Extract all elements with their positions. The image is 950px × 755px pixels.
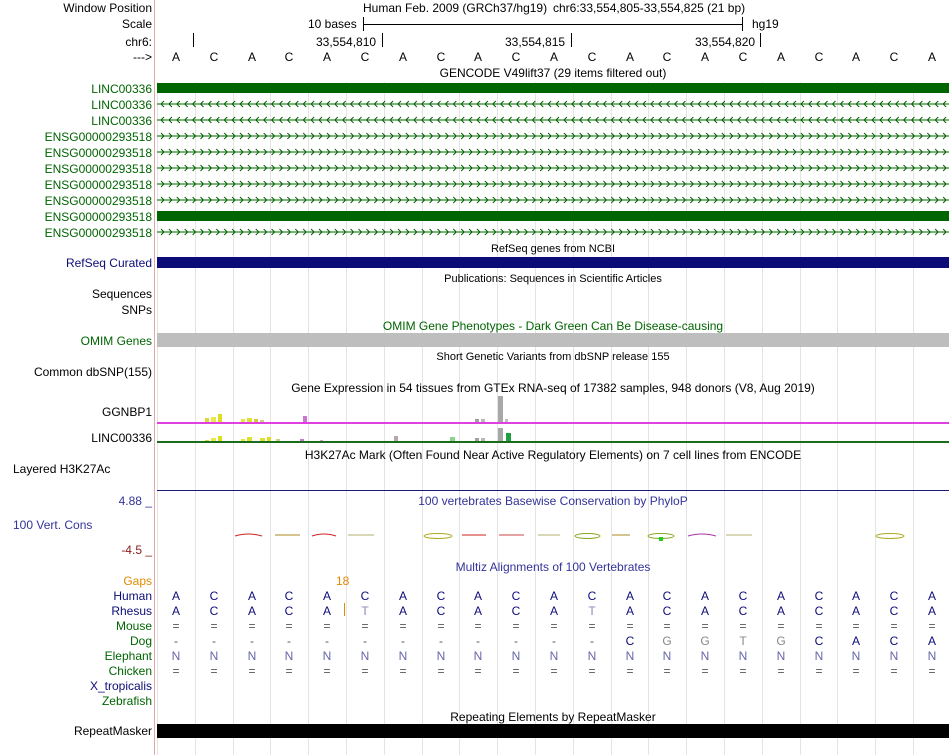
alignment-base: = xyxy=(852,619,860,633)
alignment-base: A xyxy=(776,589,785,603)
snps-label[interactable]: SNPs xyxy=(121,303,152,317)
alignment-base: = xyxy=(815,664,823,678)
alignment-base: A xyxy=(851,589,860,603)
alignment-base: - xyxy=(552,634,556,648)
alignment-base: A xyxy=(398,604,407,618)
alignment-base: N xyxy=(398,649,408,663)
scale-bar-right-cap xyxy=(742,17,743,31)
reference-base: A xyxy=(625,50,634,64)
reference-base: C xyxy=(662,50,672,64)
alignment-base: C xyxy=(889,634,899,648)
reference-base: A xyxy=(398,50,407,64)
gencode-item-label[interactable]: ENSG00000293518 xyxy=(44,130,152,144)
alignment-base: A xyxy=(549,604,558,618)
alignment-base: A xyxy=(927,589,936,603)
alignment-base: = xyxy=(701,664,709,678)
gencode-intron-line[interactable] xyxy=(157,194,949,206)
alignment-base: = xyxy=(588,619,596,633)
ruler-tick xyxy=(382,33,383,47)
alignment-base: = xyxy=(815,619,823,633)
alignment-base: N xyxy=(662,649,672,663)
reference-base: A xyxy=(927,50,936,64)
repeatmasker-title[interactable]: Repeating Elements by RepeatMasker xyxy=(450,710,656,724)
gencode-item-label[interactable]: LINC00336 xyxy=(91,114,152,128)
phylop-title[interactable]: 100 vertebrates Basewise Conservation by PhyloP xyxy=(418,494,688,508)
gencode-intron-line[interactable] xyxy=(157,130,949,142)
dbsnp-label[interactable]: Common dbSNP(155) xyxy=(33,365,152,379)
alignment-base: C xyxy=(889,604,899,618)
alignment-base: = xyxy=(928,619,936,633)
alignment-base: C xyxy=(436,589,446,603)
phylop-score-mark[interactable] xyxy=(688,534,716,536)
alignment-base: G xyxy=(776,634,786,648)
alignment-base: = xyxy=(248,664,256,678)
h3k27ac-label[interactable]: Layered H3K27Ac xyxy=(13,462,111,476)
alignment-base: A xyxy=(322,604,331,618)
refseq-title[interactable]: RefSeq genes from NCBI xyxy=(490,243,616,255)
omim-label[interactable]: OMIM Genes xyxy=(80,334,152,348)
alignment-base: = xyxy=(739,664,747,678)
phylop-score-mark[interactable] xyxy=(424,534,452,539)
gap-marker xyxy=(344,603,345,616)
region-position-text[interactable]: chr6:33,554,805-33,554,825 (21 bp) xyxy=(553,1,746,15)
alignment-base: - xyxy=(439,634,443,648)
reference-base: C xyxy=(511,50,521,64)
phylop-max-label: 4.88 _ xyxy=(118,494,152,508)
ruler-tick-label: 33,554,820 xyxy=(695,35,756,49)
alignment-base: - xyxy=(514,634,518,648)
alignment-base: N xyxy=(284,649,294,663)
phylop-score-mark[interactable] xyxy=(659,537,663,541)
alignment-base: = xyxy=(285,619,293,633)
alignment-base: = xyxy=(890,664,898,678)
gencode-item-label[interactable]: LINC00336 xyxy=(91,98,152,112)
phylop-score-mark[interactable] xyxy=(876,534,904,539)
alignment-base: A xyxy=(927,604,936,618)
refseq-feature-bar[interactable] xyxy=(157,257,949,268)
alignment-base: C xyxy=(511,604,521,618)
gtex-tissue-bar[interactable] xyxy=(498,396,503,422)
alignment-base: A xyxy=(247,604,256,618)
phylop-score-mark[interactable] xyxy=(312,534,336,536)
alignment-base: N xyxy=(625,649,635,663)
alignment-base: = xyxy=(437,619,445,633)
h3k27ac-title[interactable]: H3K27Ac Mark (Often Found Near Active Regulatory Elements) on 7 cell lines from ENCODE xyxy=(304,448,802,462)
reference-base: C xyxy=(889,50,899,64)
alignment-base: = xyxy=(777,619,785,633)
alignment-base: = xyxy=(285,664,293,678)
alignment-base: T xyxy=(588,604,596,618)
scale-label: Scale xyxy=(121,17,152,31)
alignment-base: C xyxy=(662,589,672,603)
alignment-base: A xyxy=(247,589,256,603)
h3k27ac-baseline xyxy=(157,490,949,491)
reference-base: C xyxy=(360,50,370,64)
alignment-base: A xyxy=(171,604,180,618)
phylop-track[interactable] xyxy=(0,522,950,552)
reference-base: A xyxy=(473,50,482,64)
alignment-base: = xyxy=(550,664,558,678)
gencode-item-label[interactable]: ENSG00000293518 xyxy=(44,194,152,208)
alignment-base: T xyxy=(361,604,369,618)
alignment-base: G xyxy=(700,634,710,648)
dbsnp-title[interactable]: Short Genetic Variants from dbSNP release 155 xyxy=(436,351,670,363)
alignment-base: N xyxy=(209,649,219,663)
reference-base: A xyxy=(247,50,256,64)
alignment-base: = xyxy=(588,664,596,678)
alignment-base: C xyxy=(360,589,370,603)
gencode-exon-bar[interactable] xyxy=(157,211,949,221)
gencode-intron-line[interactable] xyxy=(157,98,949,110)
alignment-base: N xyxy=(360,649,370,663)
repeatmasker-feature-bar[interactable] xyxy=(157,724,949,738)
alignment-base: = xyxy=(361,664,369,678)
assembly-label: hg19 xyxy=(752,17,779,31)
gtex-linc00336-gene-line xyxy=(157,441,949,443)
gtex-ggnbp1-gene-line xyxy=(157,422,949,424)
alignment-base: = xyxy=(512,619,520,633)
alignment-base: A xyxy=(171,589,180,603)
gencode-intron-line[interactable] xyxy=(157,114,949,126)
alignment-base: = xyxy=(626,619,634,633)
alignment-base: N xyxy=(587,649,597,663)
alignment-base: = xyxy=(474,664,482,678)
alignment-base: N xyxy=(171,649,181,663)
alignment-base: = xyxy=(739,619,747,633)
ruler-tick xyxy=(193,33,194,47)
alignment-base: A xyxy=(473,604,482,618)
scale-bases-text: 10 bases xyxy=(308,17,357,31)
omim-title[interactable]: OMIM Gene Phenotypes - Dark Green Can Be Disease-causing xyxy=(382,319,724,333)
alignment-base: N xyxy=(927,649,937,663)
alignment-base: = xyxy=(663,664,671,678)
alignment-base: = xyxy=(928,664,936,678)
species-label[interactable]: Dog xyxy=(129,634,152,648)
ruler-tick-label: 33,554,810 xyxy=(316,35,377,49)
alignment-base: C xyxy=(209,604,219,618)
alignment-base: A xyxy=(851,604,860,618)
alignment-base: N xyxy=(851,649,861,663)
alignment-base: A xyxy=(398,589,407,603)
alignment-base: = xyxy=(361,619,369,633)
alignment-base: N xyxy=(776,649,786,663)
gencode-item-label[interactable]: ENSG00000293518 xyxy=(44,178,152,192)
alignment-base: = xyxy=(512,664,520,678)
alignment-base: C xyxy=(284,589,294,603)
alignment-base: - xyxy=(174,634,178,648)
gencode-intron-line[interactable] xyxy=(157,146,949,158)
species-label[interactable]: Mouse xyxy=(115,619,152,633)
alignment-base: A xyxy=(700,604,709,618)
alignment-base: - xyxy=(325,634,329,648)
alignment-base: N xyxy=(511,649,521,663)
repeatmasker-label[interactable]: RepeatMasker xyxy=(73,724,152,738)
chrom-label: chr6: xyxy=(125,35,152,49)
alignment-base: A xyxy=(700,589,709,603)
alignment-base: A xyxy=(322,589,331,603)
alignment-base: = xyxy=(852,664,860,678)
alignment-base: = xyxy=(663,619,671,633)
alignment-base: T xyxy=(739,634,747,648)
reference-base: C xyxy=(814,50,824,64)
gencode-item-label[interactable]: ENSG00000293518 xyxy=(44,210,152,224)
gencode-intron-line[interactable] xyxy=(157,226,949,238)
alignment-base: = xyxy=(701,619,709,633)
phylop-min-label: -4.5 _ xyxy=(121,543,152,557)
alignment-base: C xyxy=(284,604,294,618)
alignment-base: = xyxy=(437,664,445,678)
alignment-base: = xyxy=(210,664,218,678)
alignment-base: = xyxy=(399,619,407,633)
alignment-base: G xyxy=(662,634,672,648)
alignment-base: = xyxy=(777,664,785,678)
reference-base: A xyxy=(322,50,331,64)
alignment-base: A xyxy=(625,589,634,603)
alignment-base: C xyxy=(587,589,597,603)
alignment-base: A xyxy=(927,634,936,648)
ruler-tick xyxy=(760,33,761,47)
gencode-title[interactable]: GENCODE V49lift37 (29 items filtered out) xyxy=(439,66,667,80)
alignment-base: N xyxy=(436,649,446,663)
reference-base: C xyxy=(209,50,219,64)
gencode-item-label[interactable]: LINC00336 xyxy=(91,82,152,96)
reference-base: A xyxy=(549,50,558,64)
alignment-base: - xyxy=(287,634,291,648)
ruler-tick xyxy=(571,33,572,47)
gtex-tissue-bar[interactable] xyxy=(218,414,222,422)
alignment-base: = xyxy=(399,664,407,678)
gaps-label[interactable]: Gaps xyxy=(123,574,152,588)
alignment-base: = xyxy=(626,664,634,678)
publications-title[interactable]: Publications: Sequences in Scientific Articles xyxy=(444,273,662,285)
alignment-base: = xyxy=(172,664,180,678)
alignment-base: = xyxy=(474,619,482,633)
track-label-separator xyxy=(154,0,155,755)
species-label[interactable]: Chicken xyxy=(108,664,152,678)
alignment-base: A xyxy=(473,589,482,603)
alignment-base: C xyxy=(814,589,824,603)
alignment-base: N xyxy=(814,649,824,663)
gencode-intron-line[interactable] xyxy=(157,178,949,190)
alignment-base: C xyxy=(662,604,672,618)
alignment-base: A xyxy=(549,589,558,603)
phylop-score-mark[interactable] xyxy=(235,534,262,536)
gap-count: 18 xyxy=(336,574,350,588)
alignment-base: C xyxy=(814,604,824,618)
alignment-base: = xyxy=(323,664,331,678)
species-label[interactable]: X_tropicalis xyxy=(89,679,152,693)
reference-base: A xyxy=(700,50,709,64)
alignment-base: - xyxy=(401,634,405,648)
gtex-tissue-bar[interactable] xyxy=(498,428,503,441)
alignment-base: N xyxy=(473,649,483,663)
alignment-base: N xyxy=(889,649,899,663)
alignment-base: - xyxy=(476,634,480,648)
alignment-base: A xyxy=(776,604,785,618)
strand-arrow-label: ---> xyxy=(133,50,152,64)
scale-bar xyxy=(363,24,742,25)
reference-base: C xyxy=(738,50,748,64)
alignment-base: C xyxy=(511,589,521,603)
alignment-base: = xyxy=(323,619,331,633)
alignment-base: C xyxy=(625,634,635,648)
reference-base: C xyxy=(436,50,446,64)
gtex-gene-label[interactable]: GGNBP1 xyxy=(101,405,152,419)
alignment-base: = xyxy=(550,619,558,633)
species-label[interactable]: Zebrafish xyxy=(101,694,152,708)
gencode-intron-line[interactable] xyxy=(157,162,949,174)
reference-base: A xyxy=(851,50,860,64)
alignment-base: C xyxy=(738,604,748,618)
phylop-label[interactable]: 100 Vert. Cons xyxy=(13,518,93,532)
alignment-base: = xyxy=(172,619,180,633)
gtex-tissue-bar[interactable] xyxy=(506,433,511,441)
alignment-base: - xyxy=(363,634,367,648)
alignment-base: C xyxy=(889,589,899,603)
genome-assembly-text: Human Feb. 2009 (GRCh37/hg19) xyxy=(363,1,548,15)
alignment-base: N xyxy=(549,649,559,663)
alignment-base: N xyxy=(738,649,748,663)
alignment-base: C xyxy=(738,589,748,603)
alignment-base: - xyxy=(250,634,254,648)
gtex-gene-label[interactable]: LINC00336 xyxy=(91,431,152,445)
reference-base: A xyxy=(171,50,180,64)
alignment-base: = xyxy=(890,619,898,633)
gencode-item-label[interactable]: ENSG00000293518 xyxy=(44,226,152,240)
window-position-label: Window Position xyxy=(63,1,152,15)
gencode-exon-bar[interactable] xyxy=(157,83,949,93)
species-label[interactable]: Rhesus xyxy=(111,604,152,618)
alignment-base: N xyxy=(322,649,332,663)
multiz-title[interactable]: Multiz Alignments of 100 Vertebrates xyxy=(455,560,651,574)
alignment-base: C xyxy=(436,604,446,618)
alignment-base: N xyxy=(247,649,257,663)
alignment-base: A xyxy=(851,634,860,648)
reference-base: C xyxy=(587,50,597,64)
ruler-tick-label: 33,554,815 xyxy=(505,35,566,49)
alignment-base: - xyxy=(590,634,594,648)
alignment-base: C xyxy=(209,589,219,603)
reference-base: C xyxy=(284,50,294,64)
gencode-item-label[interactable]: ENSG00000293518 xyxy=(44,162,152,176)
alignment-base: A xyxy=(625,604,634,618)
species-label[interactable]: Human xyxy=(113,589,152,603)
alignment-base: = xyxy=(248,619,256,633)
alignment-base: = xyxy=(210,619,218,633)
gencode-item-label[interactable]: ENSG00000293518 xyxy=(44,146,152,160)
omim-feature-bar[interactable] xyxy=(157,333,949,347)
species-label[interactable]: Elephant xyxy=(104,649,152,663)
reference-base: A xyxy=(776,50,785,64)
refseq-label[interactable]: RefSeq Curated xyxy=(65,256,152,270)
phylop-score-mark[interactable] xyxy=(575,534,600,539)
alignment-base: - xyxy=(212,634,216,648)
sequences-label[interactable]: Sequences xyxy=(91,287,152,301)
gtex-title[interactable]: Gene Expression in 54 tissues from GTEx RNA-seq of 17382 samples, 948 donors (V8, Aug 2019) xyxy=(291,381,815,395)
alignment-base: C xyxy=(814,634,824,648)
alignment-base: N xyxy=(700,649,710,663)
